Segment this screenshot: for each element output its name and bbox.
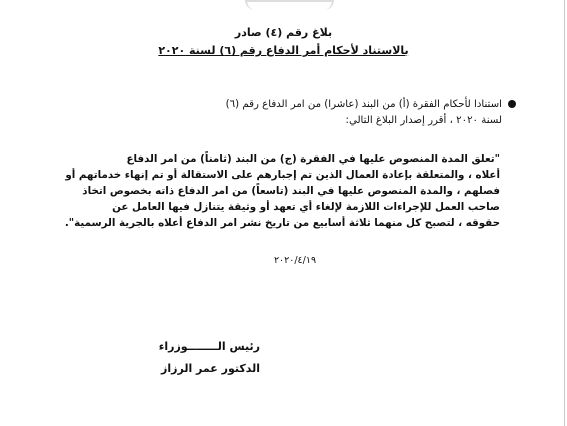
quote-line: صاحب العمل للإجراءات اللازمة لإلغاء أي تعهد أو وثيقة يتنازل فيها العامل عن (112, 201, 500, 213)
quote-line: فصلهم ، والمدة المنصوص عليها في البند (تاسعاً) من امر الدفاع ذاته بخصوص اتخاذ (82, 185, 500, 197)
decision-quote (64, 151, 500, 231)
document-subtitle (0, 44, 567, 57)
signature-title: رئيس الــــــــوزراء (158, 340, 260, 353)
intro-line-1: استنادا لأحكام الفقرة (أ) من البند (عاشرا) من امر الدفاع رقم (٦) (225, 99, 502, 110)
document-title: بلاغ رقم (٤) صادر (234, 26, 333, 39)
intro-line-2: لسنة ٢٠٢٠ ، أقرر إصدار البلاغ التالي: (345, 115, 502, 126)
bullet-icon (508, 100, 516, 108)
document-subtitle-text: بالاستناد لأحكام أمر الدفاع رقم (٦) لسنة ٢٠٢٠ (158, 44, 409, 57)
document-date: ٢٠٢٠/٤/١٩ (273, 255, 317, 266)
signature-name: الدكتور عمر الرزاز (161, 362, 260, 375)
intro-paragraph (72, 97, 502, 129)
quote-line: "تعلق المدة المنصوص عليها في الفقرة (ج) من البند (ثامناً) من امر الدفاع (126, 153, 500, 165)
quote-line: حقوقه ، لتصبح كل منهما ثلاثة أسابيع من تاريخ نشر امر الدفاع أعلاه بالجرية الرسمية". (64, 217, 500, 229)
quote-line: أعلاه ، والمتعلقة بإعادة العمال الذين تم إجبارهم على الاستقالة أو تم إنهاء خدماتهم أو (65, 169, 500, 181)
